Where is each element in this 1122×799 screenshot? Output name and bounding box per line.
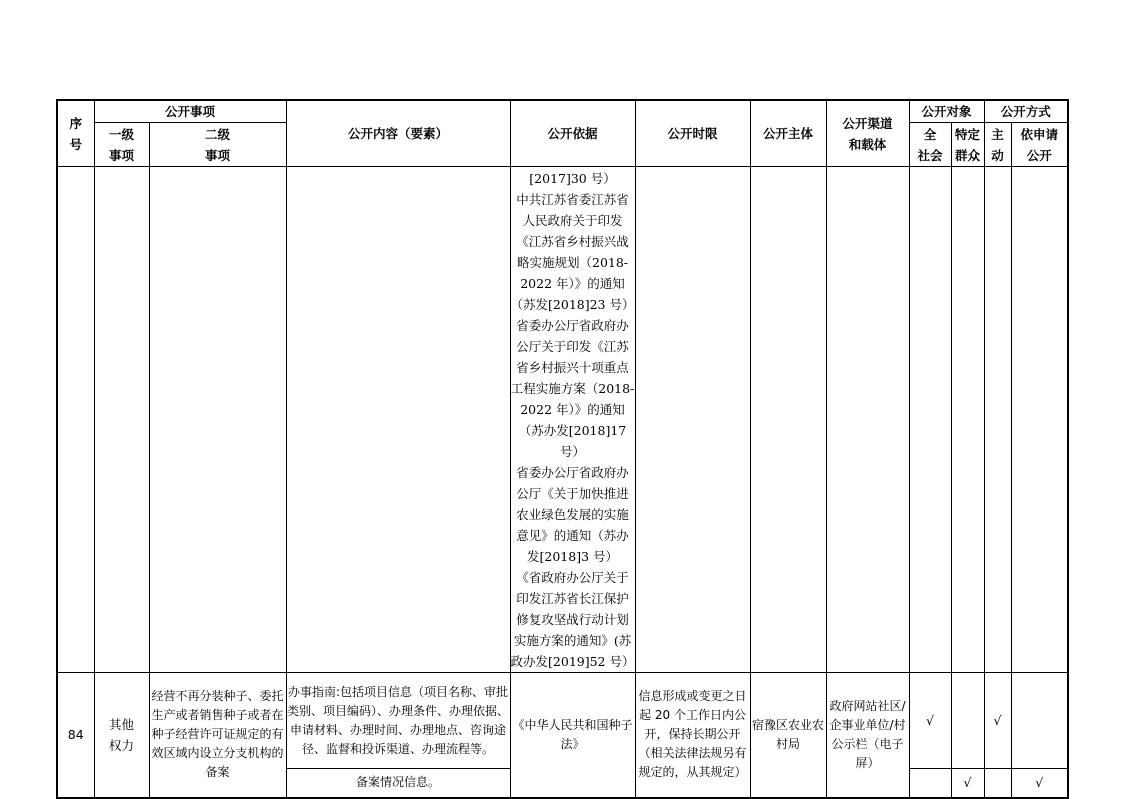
header-target-group: 公开对象 [909,100,984,123]
cell-empty [149,167,286,673]
cell-empty [750,167,826,673]
cell-empty [951,167,984,673]
content-guide-cell: 办事指南:包括项目信息（项目名称、审批类别、项目编码）、办理条件、办理依据、申请材料、办理时间、办理地点、咨询途径、监督和投诉渠道、办理流程等。 [286,673,510,769]
cell-empty [286,167,510,673]
cell-empty [826,167,909,673]
check-specific-groups: √ [951,769,984,798]
content-record-cell: 备案情况信息。 [286,769,510,798]
header-method-group: 公开方式 [984,100,1068,123]
cell-empty [1011,167,1068,673]
header-basis: 公开依据 [510,100,635,167]
header-specific-groups: 特定 群众 [951,123,984,167]
cell-empty [94,167,149,673]
header-time-limit: 公开时限 [635,100,750,167]
header-level1: 一级 事项 [94,123,149,167]
level1-cell: 其他 权力 [94,673,149,798]
time-limit-cell: 信息形成或变更之日起 20 个工作日内公开，保持长期公开（相关法律法规另有规定的，从其规定） [635,673,750,798]
table-row [57,167,1068,673]
header-content: 公开内容（要素） [286,100,510,167]
header-subject: 公开主体 [750,100,826,167]
channel-cell: 政府网站社区/企事业单位/村公示栏（电子屏） [826,673,909,798]
header-whole-society: 全 社会 [909,123,951,167]
header-active: 主 动 [984,123,1011,167]
basis-cell: [2017]30 号） 中共江苏省委江苏省人民政府关于印发《江苏省乡村振兴战略实施规划（2018-2022 年）》的通知（苏发[2018]23 号） 省委办公厅省政府办公厅关于印发《江苏省乡村振兴十项重点工程实施方案（2018-2022 年）》的通知（苏办发[2018]17 号） 省委办公厅省政府办公厅《关于加快推进农业绿色发展的实施意见》的通知（苏办发[2018]3 号） 《省政府办公厅关于印发江苏省长江保护修复攻坚战行动计划实施方案的通知》(苏政办发[2019]52 号） [510,167,635,673]
cell-empty [1011,673,1068,769]
header-level2: 二级 事项 [149,123,286,167]
table-row [57,673,1068,769]
cell-empty [984,769,1011,798]
basis-law-cell: 《中华人民共和国种子法》 [510,673,635,798]
cell-empty [635,167,750,673]
seq-cell: 84 [57,673,94,798]
header-seq: 序 号 [57,100,94,167]
cell-empty [951,673,984,769]
header-items-group: 公开事项 [94,100,286,123]
cell-empty [984,167,1011,673]
cell-empty [57,167,94,673]
level2-cell: 经营不再分装种子、委托生产或者销售种子或者在种子经营许可证规定的有效区域内设立分支机构的备案 [149,673,286,798]
disclosure-table [56,99,1069,799]
check-whole-society: √ [909,673,951,769]
cell-empty [909,769,951,798]
cell-empty [909,167,951,673]
header-on-request: 依申请 公开 [1011,123,1068,167]
check-on-request: √ [1011,769,1068,798]
check-active: √ [984,673,1011,769]
subject-cell: 宿豫区农业农村局 [750,673,826,798]
header-channel: 公开渠道 和载体 [826,100,909,167]
